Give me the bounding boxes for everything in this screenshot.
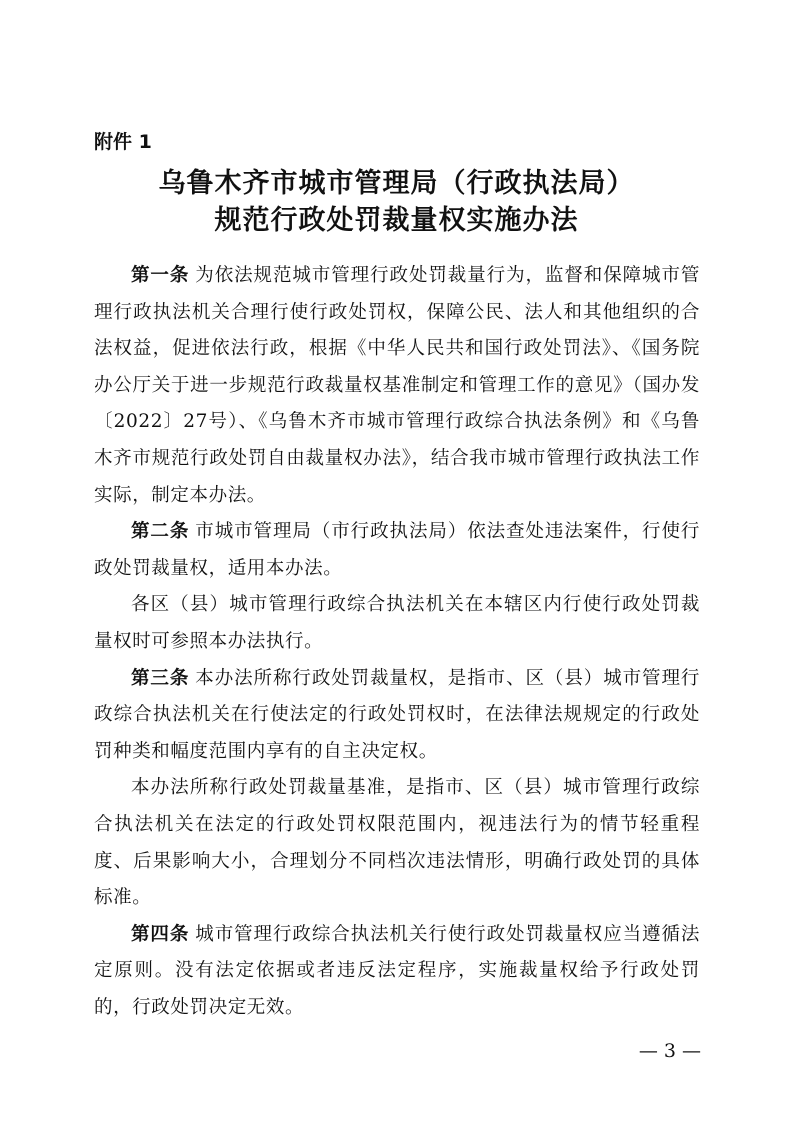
paragraph-article-2: [94, 514, 700, 587]
paragraph-text: 本办法所称行政处罚裁量权，是指市、区（县）城市管理行政综合执法机关在行使法定的行政处罚权时，在法律法规规定的行政处罚种类和幅度范围内享有的自主决定权。: [94, 667, 700, 762]
article-label: 第二条: [131, 521, 190, 543]
paragraph-text: 为依法规范城市管理行政处罚裁量行为，监督和保障城市管理行政执法机关合理行使行政处罚权，保障公民、法人和其他组织的合法权益，促进依法行政，根据《中华人民共和国行政处罚法》、《国务院办公厅关于进一步规范行政裁量权基准制定和管理工作的意见》（国办发〔2022〕27号）、《乌鲁木齐市城市管理行政综合执法条例》和《乌鲁木齐市规范行政处罚自由裁量权办法》，结合我市城市管理行政执法工作实际，制定本办法。: [94, 265, 700, 506]
paragraph-text: 市城市管理局（市行政执法局）依法查处违法案件，行使行政处罚裁量权，适用本办法。: [94, 521, 700, 579]
paragraph-article-1: [94, 258, 700, 514]
paragraph-article-4: [94, 917, 700, 1027]
paragraph-article-2-cont: [94, 587, 700, 660]
paragraph-text: 各区（县）城市管理行政综合执法机关在本辖区内行使行政处罚裁量权时可参照本办法执行。: [94, 594, 700, 652]
article-label: 第四条: [131, 923, 190, 945]
paragraph-article-3-cont: [94, 770, 700, 916]
document-body: [94, 258, 700, 1026]
attachment-label: 附件 1: [94, 131, 152, 153]
article-label: 第一条: [131, 265, 190, 286]
article-label: 第三条: [131, 667, 190, 689]
document-title-line1: 乌鲁木齐市城市管理局（行政执法局）: [158, 168, 635, 199]
page-number: — 3 —: [638, 1040, 701, 1062]
paragraph-text: 城市管理行政综合执法机关行使行政处罚裁量权应当遵循法定原则。没有法定依据或者违反法定程序，实施裁量权给予行政处罚的，行政处罚决定无效。: [94, 923, 700, 1018]
document-title-line2: 规范行政处罚裁量权实施办法: [214, 205, 579, 236]
paragraph-text: 本办法所称行政处罚裁量基准，是指市、区（县）城市管理行政综合执法机关在法定的行政处罚权限范围内，视违法行为的情节轻重程度、后果影响大小，合理划分不同档次违法情形，明确行政处罚的具体标准。: [94, 777, 700, 909]
paragraph-article-3: [94, 661, 700, 771]
